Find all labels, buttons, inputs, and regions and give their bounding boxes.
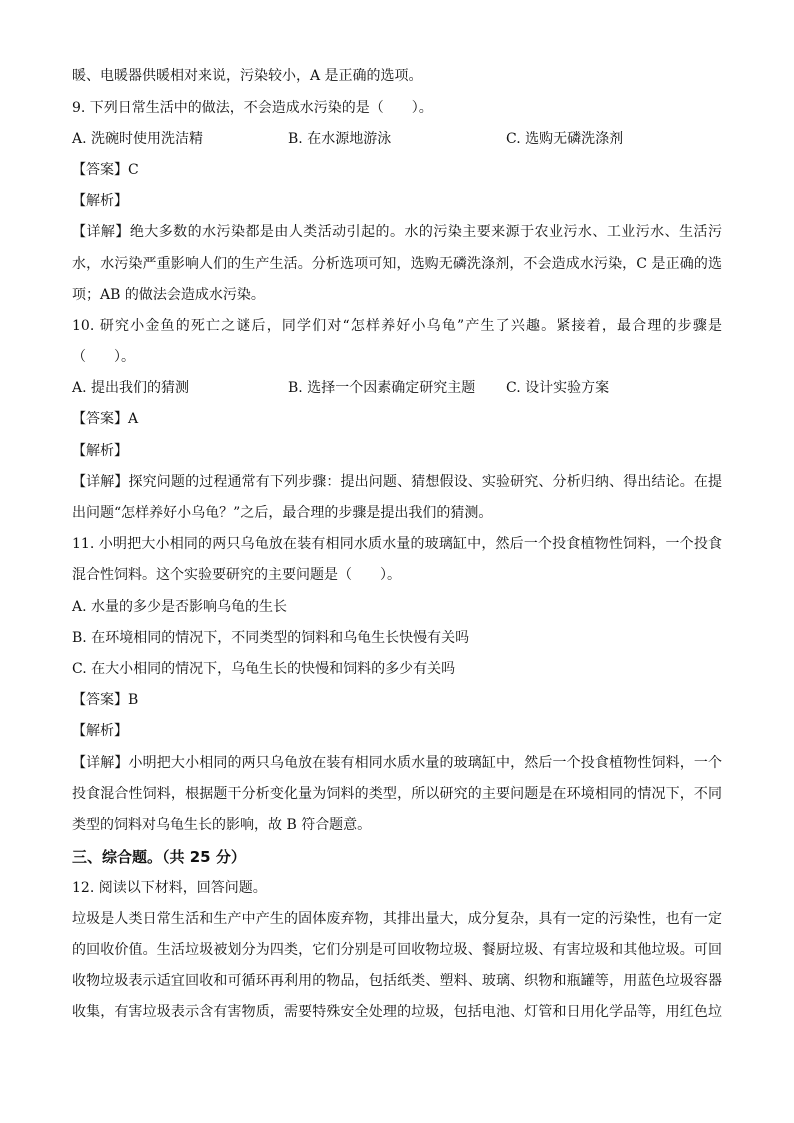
q9-detail-line-3: 项；AB 的做法会造成水污染。 — [72, 287, 265, 303]
q11-detail-line-1: 【详解】小明把大小相同的两只乌龟放在装有相同水质水量的玻璃缸中，然后一个投食植物性饲料，一个 — [72, 755, 722, 771]
q10-option-c: C. 设计实验方案 — [506, 380, 610, 396]
q11-stem-line-1: 11. 小明把大小相同的两只乌龟放在装有相同水质水量的玻璃缸中，然后一个投食植物性饲料，一个投食 — [72, 536, 722, 552]
q12-stem: 12. 阅读以下材料，回答问题。 — [72, 880, 267, 896]
q11-option-a: A. 水量的多少是否影响乌龟的生长 — [72, 599, 288, 615]
q11-detail-line-3: 类型的饲料对乌龟生长的影响，故 B 符合题意。 — [72, 817, 372, 833]
q9-detail-line-2: 水，水污染严重影响人们的生产生活。分析选项可知，选购无磷洗涤剂，不会造成水污染，C 是正确的选 — [72, 256, 722, 272]
q11-analysis-title: 【解析】 — [72, 723, 128, 739]
q9-analysis-title: 【解析】 — [72, 193, 128, 209]
q10-option-a: A. 提出我们的猜测 — [72, 380, 190, 396]
q9-detail-line-1: 【详解】绝大多数的水污染都是由人类活动引起的。水的污染主要来源于农业污水、工业污水、生活污 — [72, 224, 722, 240]
q11-option-b: B. 在环境相同的情况下，不同类型的饲料和乌龟生长快慢有关吗 — [72, 630, 470, 646]
q10-option-b: B. 选择一个因素确定研究主题 — [288, 380, 476, 396]
q11-detail-line-2: 投食混合性饲料，根据题干分析变化量为饲料的类型，所以研究的主要问题是在环境相同的情况下，不同 — [72, 786, 722, 802]
q10-answer: 【答案】A — [72, 411, 139, 427]
section-3-heading: 三、综合题。（共 25 分） — [72, 848, 246, 866]
q10-stem-line-2: （ ）。 — [72, 349, 135, 365]
q10-detail-line-2: 出问题“怎样养好小乌龟？”之后，最合理的步骤是提出我们的猜测。 — [72, 505, 493, 521]
q11-answer: 【答案】B — [72, 692, 139, 708]
q12-material-line-4: 收集，有害垃圾表示含有害物质，需要特殊安全处理的垃圾，包括电池、灯管和日用化学品等，用红色垃 — [72, 1004, 722, 1020]
q10-detail-line-1: 【详解】探究问题的过程通常有下列步骤：提出问题、猜想假设、实验研究、分析归纳、得出结论。在提 — [72, 474, 722, 490]
q11-stem-line-2: 混合性饲料。这个实验要研究的主要问题是（ ）。 — [72, 567, 401, 583]
q9-option-c: C. 选购无磷洗涤剂 — [506, 131, 624, 147]
q9-option-a: A. 洗碗时使用洗洁精 — [72, 131, 204, 147]
q10-analysis-title: 【解析】 — [72, 443, 128, 459]
q9-answer: 【答案】C — [72, 162, 139, 178]
q9-option-b: B. 在水源地游泳 — [288, 131, 392, 147]
q12-material-line-1: 垃圾是人类日常生活和生产中产生的固体废弃物，其排出量大，成分复杂，具有一定的污染性，也有一定 — [72, 911, 722, 927]
q12-material-line-2: 的回收价值。生活垃圾被划分为四类，它们分别是可回收物垃圾、餐厨垃圾、有害垃圾和其他垃圾。可回 — [72, 942, 722, 958]
q10-stem-line-1: 10. 研究小金鱼的死亡之谜后，同学们对“怎样养好小乌龟”产生了兴趣。紧接着，最合理的步骤是 — [72, 318, 722, 334]
q12-material-line-3: 收物垃圾表示适宜回收和可循环再利用的物品，包括纸类、塑料、玻璃、织物和瓶罐等，用蓝色垃圾容器 — [72, 973, 722, 989]
q8-analysis-tail: 暖、电暖器供暖相对来说，污染较小，A 是正确的选项。 — [72, 68, 423, 84]
q11-option-c: C. 在大小相同的情况下，乌龟生长的快慢和饲料的多少有关吗 — [72, 661, 456, 677]
q9-stem: 9. 下列日常生活中的做法，不会造成水污染的是（ ）。 — [72, 100, 433, 116]
